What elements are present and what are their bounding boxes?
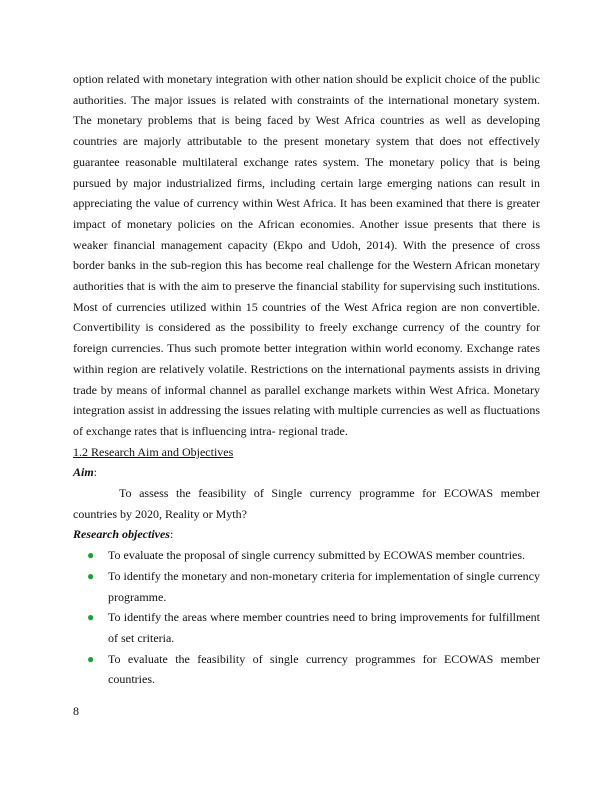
- page-content: [73, 69, 540, 690]
- objectives-label: [73, 524, 540, 545]
- objective-item: [73, 607, 540, 648]
- objective-text: To identify the monetary and non-monetary criteria for implementation of single currency programme.: [108, 568, 540, 604]
- bullet-icon: ●: [87, 610, 95, 625]
- objective-text: To identify the areas where member countries need to bring improvements for fulfillment of set criteria.: [108, 610, 540, 645]
- section-heading-text: 1.2 Research Aim and Objectives: [73, 444, 234, 459]
- objective-text: To evaluate the feasibility of single currency programmes for ECOWAS member countries.: [108, 651, 540, 687]
- bullet-icon: ●: [87, 651, 95, 666]
- objectives-label-colon: :: [169, 527, 174, 542]
- page-number: 8: [73, 704, 79, 718]
- bullet-icon: ●: [87, 568, 95, 583]
- aim-label-colon: :: [93, 465, 98, 480]
- objective-item: [73, 545, 540, 566]
- objective-item: [73, 649, 540, 690]
- aim-text: To assess the feasibility of Single currency programme for ECOWAS member countries by 2020, Reality or Myth?: [73, 486, 540, 521]
- body-paragraph: option related with monetary integration with other nation should be explicit choice of the public authorities. The major issues is related with constraints of the international monetary system. The monetary problems that is being faced by West Africa countries as well as developing countries are majorly attributable to the present monetary system that does not effectively guarantee reasonable multilateral exchange rates system. The monetary policy that is being pursued by major industrialized firms, including certain large emerging nations can result in appreciating the value of currency within West Africa. It has been examined that there is greater impact of monetary policies on the African economies. Another issue presents that there is weaker financial management capacity (Ekpo and Udoh, 2014). With the presence of cross border banks in the sub-region this has become real challenge for the Western African monetary authorities that is with the aim to preserve the financial stability for supervising such institutions. Most of currencies utilized within 15 countries of the West Africa region are non convertible. Convertibility is considered as the possibility to freely exchange currency of the country for foreign currencies. Thus such promote better integration within world economy. Exchange rates within region are relatively volatile. Restrictions on the international payments assists in driving trade by means of informal channel as parallel exchange markets within West Africa. Monetary integration assist in addressing the issues relating with multiple currencies as well as fluctuations of exchange rates that is influencing intra- regional trade.: [73, 72, 540, 438]
- objective-text: To evaluate the proposal of single currency submitted by ECOWAS member countries.: [108, 548, 526, 563]
- objectives-label-text: Research objectives: [73, 527, 170, 542]
- objective-item: [73, 566, 540, 607]
- objectives-list: [73, 545, 540, 690]
- aim-label-text: Aim: [73, 465, 94, 480]
- aim-label: [73, 462, 540, 483]
- bullet-icon: ●: [87, 548, 95, 563]
- section-heading: [73, 442, 540, 463]
